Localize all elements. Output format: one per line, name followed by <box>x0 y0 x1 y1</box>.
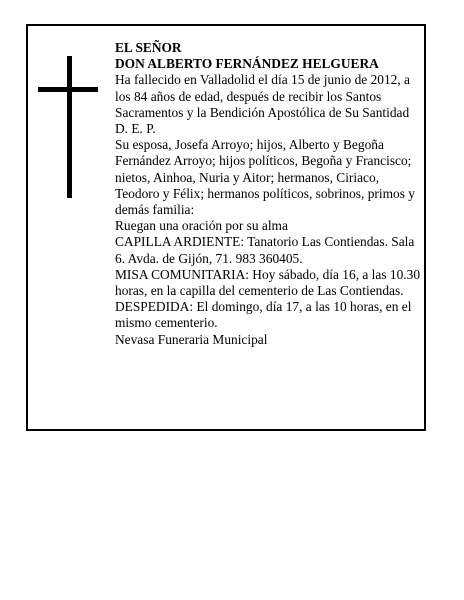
deceased-name: DON ALBERTO FERNÁNDEZ HELGUERA <box>115 56 379 72</box>
heading-title: EL SEÑOR <box>115 40 182 55</box>
family-list: Su esposa, Josefa Arroyo; hijos, Alberto y Begoña Fernández Arroyo; hijos políticos, Begoña y Francisco; nietos, Ainhoa, Nuria y Aitor; hermanos, Ciriaco, Teodoro y Félix; hermanos políticos, sobrinos, primos y demás familia: <box>115 137 415 218</box>
mass-info: MISA COMUNITARIA: Hoy sábado, día 16, a las 10.30 horas, en la capilla del cementerio de Las Contiendas. <box>115 266 421 299</box>
funeral-home: Nevasa Funeraria Municipal <box>115 331 268 347</box>
farewell-info: DESPEDIDA: El domingo, día 17, a las 10 horas, en el mismo cementerio. <box>115 299 412 331</box>
obituary-notice <box>26 24 426 431</box>
prayer-request: Ruegan una oración por su alma <box>115 218 288 234</box>
cross-vertical-bar <box>67 56 72 198</box>
cross-icon <box>38 56 98 198</box>
notice-text <box>115 40 425 348</box>
death-statement: Ha fallecido en Valladolid el día 15 de junio de 2012, a los 84 años de edad, después de recibir los Santos Sacramentos y la Bendición Apostólica de Su Santidad D. E. P. <box>115 72 411 137</box>
chapel-info: CAPILLA ARDIENTE: Tanatorio Las Contiendas. Sala 6. Avda. de Gijón, 71. 983 360405. <box>115 234 415 266</box>
cross-horizontal-bar <box>38 87 98 92</box>
